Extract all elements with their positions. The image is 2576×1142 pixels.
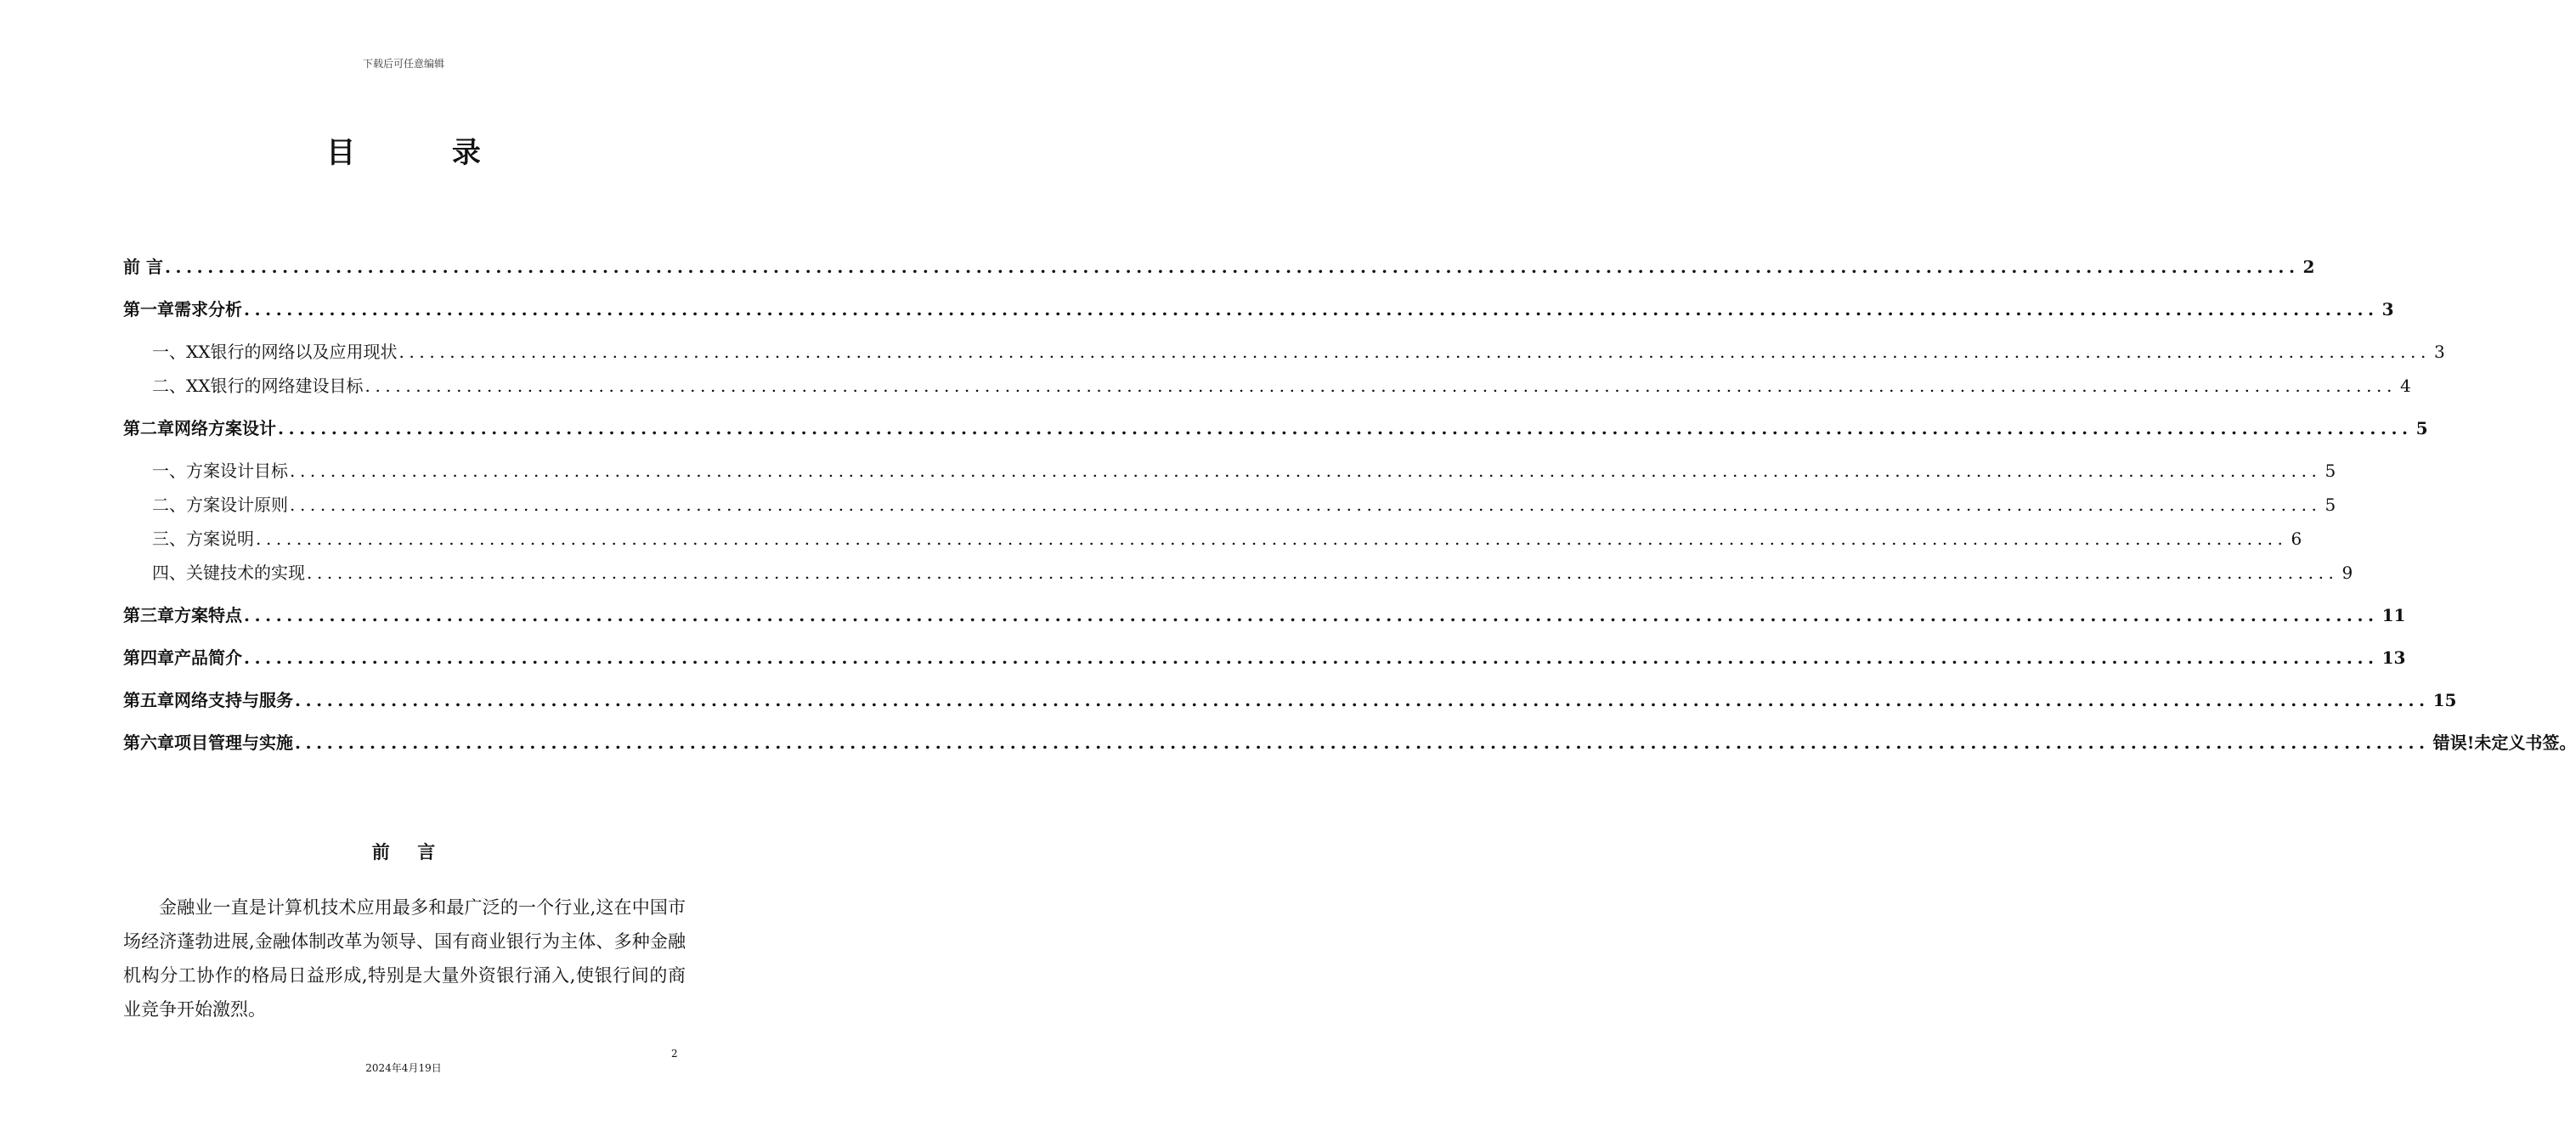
toc-entry-title: 方案特点 bbox=[174, 605, 242, 625]
toc-section-entry[interactable] bbox=[123, 559, 2353, 588]
toc-page-number: 5 bbox=[2325, 461, 2336, 481]
header-note: 下载后可任意编辑 bbox=[362, 58, 444, 70]
toc-dot-leader: ........................................................................................................................................................................................................ bbox=[278, 418, 2413, 438]
toc-section-entry[interactable] bbox=[123, 491, 2336, 520]
toc-page-number: 5 bbox=[2325, 495, 2336, 515]
toc-chapter-number: 第五章 bbox=[123, 690, 174, 710]
toc-dot-leader: ........................................................................................................................................................................................................ bbox=[244, 647, 2379, 668]
toc-entry-title: 三、方案说明 bbox=[152, 529, 254, 549]
toc-chapter-number: 第二章 bbox=[123, 418, 174, 438]
toc-dot-leader: ........................................................................................................................................................................................................ bbox=[364, 376, 2397, 396]
toc-entry-title: 二、方案设计原则 bbox=[152, 495, 288, 515]
toc-dot-leader: ........................................................................................................................................................................................................ bbox=[290, 495, 2322, 515]
toc-dot-leader: ........................................................................................................................................................................................................ bbox=[290, 461, 2322, 481]
toc-page-number: 3 bbox=[2433, 342, 2445, 362]
toc-chapter-number: 第三章 bbox=[123, 605, 174, 625]
toc-chapter-entry[interactable] bbox=[123, 644, 2406, 673]
toc-dot-leader: ........................................................................................................................................................................................................ bbox=[256, 529, 2288, 549]
toc-page-number: 11 bbox=[2381, 605, 2406, 625]
toc-entry-title: 需求分析 bbox=[174, 299, 242, 319]
toc-chapter-number: 第四章 bbox=[123, 647, 174, 668]
toc-entry-title: 网络方案设计 bbox=[174, 418, 276, 438]
toc-entry-title: 一、XX银行的网络以及应用现状 bbox=[152, 342, 398, 362]
toc-section-entry[interactable] bbox=[123, 457, 2336, 486]
toc-entry-title: 前 言 bbox=[123, 257, 163, 277]
page-number: 2 bbox=[671, 1048, 678, 1060]
toc-title: 目 录 bbox=[326, 136, 524, 170]
toc-page-number: 5 bbox=[2415, 418, 2428, 438]
toc-section-entry[interactable] bbox=[123, 338, 2445, 367]
toc-dot-leader: ........................................................................................................................................................................................................ bbox=[295, 732, 2430, 753]
toc-chapter-number: 第一章 bbox=[123, 299, 174, 319]
toc-entry-title: 一、方案设计目标 bbox=[152, 461, 288, 481]
toc-entry-title: 四、关键技术的实现 bbox=[152, 563, 305, 583]
toc-section-entry[interactable] bbox=[123, 372, 2411, 401]
toc-page-number: 15 bbox=[2432, 690, 2457, 710]
preface-heading: 前 言 bbox=[371, 841, 446, 862]
toc-page-number: 9 bbox=[2342, 563, 2353, 583]
toc-dot-leader: ........................................................................................................................................................................................................ bbox=[244, 299, 2379, 319]
toc-chapter-entry[interactable] bbox=[123, 687, 2457, 715]
toc-page-number: 2 bbox=[2302, 257, 2315, 277]
toc-page-number: 错误!未定义书签。 bbox=[2432, 732, 2576, 753]
toc-page-number: 13 bbox=[2381, 647, 2406, 668]
toc-chapter-entry[interactable] bbox=[123, 602, 2406, 630]
toc-page-number: 3 bbox=[2381, 299, 2394, 319]
toc-dot-leader: ........................................................................................................................................................................................................ bbox=[244, 605, 2379, 625]
toc-dot-leader: ........................................................................................................................................................................................................ bbox=[398, 342, 2431, 362]
toc-entry-title: 二、XX银行的网络建设目标 bbox=[152, 376, 364, 396]
footer-date: 2024年4月19日 bbox=[365, 1062, 442, 1074]
toc-page-number: 6 bbox=[2291, 529, 2302, 549]
toc-chapter-entry[interactable] bbox=[123, 415, 2428, 444]
toc-chapter-entry[interactable] bbox=[123, 253, 2315, 282]
toc-chapter-entry[interactable] bbox=[123, 296, 2394, 325]
preface-body: 金融业一直是计算机技术应用最多和最广泛的一个行业,这在中国市场经济蓬勃进展,金融体制改革为领导、国有商业银行为主体、多种金融机构分工协作的格局日益形成,特别是大量外资银行涌入,使银行间的商业竞争开始激烈。 bbox=[123, 897, 686, 1020]
toc-dot-leader: ........................................................................................................................................................................................................ bbox=[295, 690, 2430, 710]
toc-entry-title: 产品简介 bbox=[174, 647, 242, 668]
toc-page-number: 4 bbox=[2399, 376, 2411, 396]
toc-entry-title: 项目管理与实施 bbox=[174, 732, 293, 753]
toc-dot-leader: ........................................................................................................................................................................................................ bbox=[307, 563, 2339, 583]
toc-dot-leader: ........................................................................................................................................................................................................ bbox=[164, 257, 2300, 277]
toc-entry-title: 网络支持与服务 bbox=[174, 690, 293, 710]
toc-chapter-entry[interactable] bbox=[123, 729, 2576, 758]
toc-chapter-number: 第六章 bbox=[123, 732, 174, 753]
toc-section-entry[interactable] bbox=[123, 525, 2302, 554]
